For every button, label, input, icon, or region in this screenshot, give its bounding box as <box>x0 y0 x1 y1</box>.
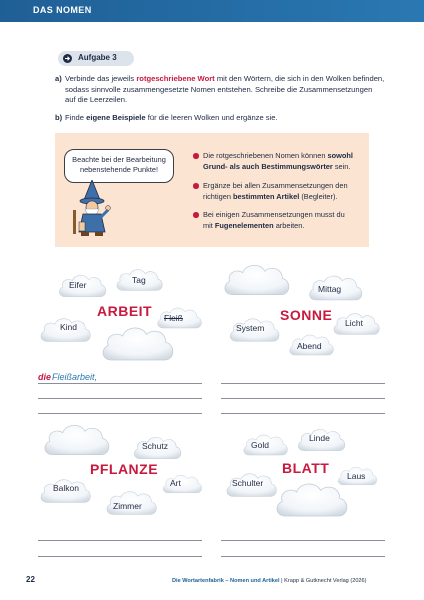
cloud-word: Linde <box>309 433 330 443</box>
cloud-word: Mittag <box>318 284 342 294</box>
instruction-a-line2: sodass sinnvolle zusammengesetzte Nomen entstehen. Schreibe die Zusammensetzungen <box>65 84 373 94</box>
footer-title: Die Wortartenfabrik – Nomen und Artikel <box>172 578 280 584</box>
speech-line-2: nebenstehende Punkte! <box>79 165 159 174</box>
tip1-line1-bold: sowohl <box>327 151 353 160</box>
tip2-line2-bold: bestimmten Artikel <box>233 191 300 201</box>
tip1-line2-bold: Grund- als auch Bestimmungswörter <box>203 161 333 171</box>
footer-publisher: | Krapp & Gutknecht Verlag (2026) <box>279 578 367 584</box>
speech-line-1: Beachte bei der Bearbeitung <box>72 155 166 164</box>
bullet-icon <box>193 153 199 159</box>
answer-line <box>221 540 385 541</box>
tip-item-1 <box>193 151 353 172</box>
cloud-word: Kind <box>60 322 78 332</box>
cloud <box>38 418 114 462</box>
instruction-b-pre: Finde <box>65 113 87 122</box>
answer-line <box>221 398 385 399</box>
red-noun: SONNE <box>280 307 333 323</box>
cloud-word: Eifer <box>69 280 87 290</box>
cloud-word: System <box>236 323 265 333</box>
arrow-right-icon <box>63 54 72 63</box>
footer-credit <box>172 578 367 584</box>
cloud-word: Abend <box>297 341 322 351</box>
red-noun: BLATT <box>282 460 330 476</box>
cloud-word: Art <box>170 478 181 488</box>
answer-line <box>221 383 385 384</box>
instruction-a-highlight: rotgeschriebene Wort <box>136 74 215 83</box>
answer-line <box>38 413 202 414</box>
tip1-line2-post: sein. <box>332 161 351 171</box>
instruction-a-line1-post: mit den Wörtern, die sich in den Wolken befinden, <box>214 74 385 83</box>
wizard-illustration <box>67 180 117 238</box>
answer-line <box>221 413 385 414</box>
tip-item-2 <box>193 181 348 202</box>
instruction-a-line3: auf die Leerzeilen. <box>65 95 128 104</box>
answer-line <box>38 540 202 541</box>
answer-line <box>38 556 202 557</box>
answer-line <box>38 398 202 399</box>
red-noun: PFLANZE <box>90 461 159 477</box>
cloud <box>96 320 178 368</box>
instruction-a-key: a) <box>55 74 62 83</box>
tip2-line1: Ergänze bei allen Zusammensetzungen den <box>203 181 348 190</box>
instruction-b <box>55 113 385 125</box>
tip2-line2-pre: richtigen <box>203 191 233 201</box>
cloud <box>218 258 294 302</box>
bullet-icon <box>193 212 199 218</box>
section-title: DAS NOMEN <box>33 5 92 15</box>
task-label: Aufgabe 3 <box>78 53 117 62</box>
answer-line <box>221 556 385 557</box>
cloud-word: Zimmer <box>113 501 142 511</box>
cloud-word: Schulter <box>232 478 264 488</box>
cloud-word: Balkon <box>53 483 79 493</box>
cloud <box>160 470 204 498</box>
tip3-line1: Bei einigen Zusammensetzungen musst du <box>203 210 345 219</box>
task-label-pill <box>58 51 134 66</box>
cloud <box>270 476 352 524</box>
tip-item-3 <box>193 210 345 231</box>
tip1-line1-pre: Die rotgeschriebenen Nomen können <box>203 151 328 160</box>
cloud-word: Tag <box>132 275 146 285</box>
speech-bubble <box>64 149 174 183</box>
answer-line <box>38 383 202 384</box>
example-word: Fleißarbeit, <box>52 372 98 382</box>
tip3-line2-pre: mit <box>203 220 215 230</box>
page-number: 22 <box>26 575 35 584</box>
instruction-a <box>55 74 385 108</box>
tip3-line2-post: arbeiten. <box>273 220 305 230</box>
instruction-b-bold: eigene Beispiele <box>86 113 146 122</box>
instruction-a-line1-pre: Verbinde das jeweils <box>65 74 137 83</box>
cloud-word: Gold <box>251 440 269 450</box>
example-article: die <box>38 372 52 382</box>
cloud-word: Schutz <box>142 441 168 451</box>
bullet-icon <box>193 183 199 189</box>
instruction-b-post: für die leeren Wolken und ergänze sie. <box>145 113 278 122</box>
instruction-b-key: b) <box>55 113 63 122</box>
cloud-word: Licht <box>345 318 363 328</box>
cloud-word-crossed: Fleiß <box>164 313 183 323</box>
red-noun: ARBEIT <box>97 303 153 319</box>
tip3-line2-bold: Fugenelementen <box>214 220 274 230</box>
tip2-line2-post: (Begleiter). <box>299 191 338 201</box>
cloud-word: Laus <box>347 471 366 481</box>
